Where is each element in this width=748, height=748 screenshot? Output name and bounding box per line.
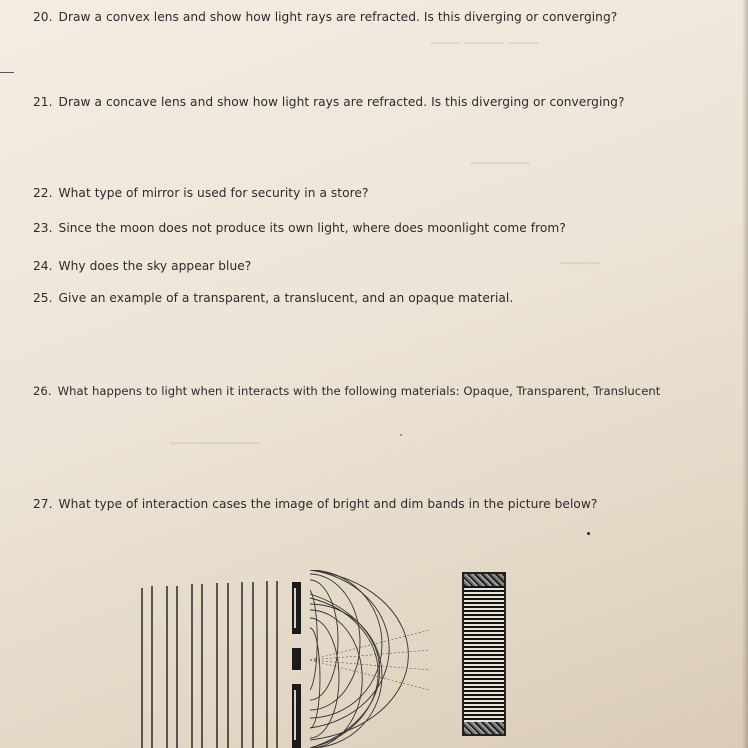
interference-pattern-screen (462, 572, 506, 736)
bleed-through-text: ▁▁▁▁ (560, 250, 600, 265)
pen-dot (587, 532, 590, 535)
wave-diagram (130, 570, 460, 748)
screen-edge-texture (464, 722, 504, 734)
interference-lines (310, 630, 430, 690)
bleed-through-text: ▁▁▁▁▁▁ (470, 150, 530, 165)
question-21 (33, 95, 624, 109)
bleed-through-text: ▁▁▁ ▁▁▁▁ ▁▁▁ (430, 30, 539, 45)
page-edge-shadow (742, 0, 748, 748)
margin-mark (0, 72, 14, 73)
question-text: Draw a concave lens and show how light rays are refracted. Is this diverging or converging? (58, 95, 625, 109)
question-23 (33, 221, 566, 235)
question-text: Since the moon does not produce its own light, where does moonlight come from? (58, 221, 566, 235)
question-number: 25. (33, 291, 53, 305)
question-number: 22. (33, 186, 53, 200)
question-number: 27. (33, 497, 53, 511)
bleed-through-text: ▁▁▁▁▁▁▁▁▁ (170, 430, 260, 445)
question-number: 20. (33, 10, 53, 24)
question-20 (33, 10, 617, 24)
question-24 (33, 259, 251, 273)
question-text: What happens to light when it interacts with the following materials: Opaque, Transparent, Translucent (57, 384, 661, 398)
slit-barrier (292, 582, 301, 748)
question-number: 24. (33, 259, 53, 273)
question-number: 21. (33, 95, 53, 109)
question-text: Draw a convex lens and show how light rays are refracted. Is this diverging or converging? (58, 10, 618, 24)
double-slit-figure (130, 570, 520, 748)
question-text: Why does the sky appear blue? (58, 259, 252, 273)
question-27 (33, 497, 597, 511)
question-text: What type of interaction cases the image of bright and dim bands in the picture below? (58, 497, 598, 511)
question-number: 26. (33, 384, 52, 398)
question-text: Give an example of a transparent, a translucent, and an opaque material. (58, 291, 514, 305)
plane-wavefronts (142, 581, 277, 748)
wavefronts-slit-2 (310, 594, 382, 748)
question-text: What type of mirror is used for security in a store? (58, 186, 369, 200)
question-number: 23. (33, 221, 53, 235)
screen-edge-texture (464, 574, 504, 586)
question-25 (33, 291, 513, 305)
pen-dot (400, 434, 402, 436)
question-22 (33, 186, 368, 200)
question-26 (33, 384, 660, 398)
